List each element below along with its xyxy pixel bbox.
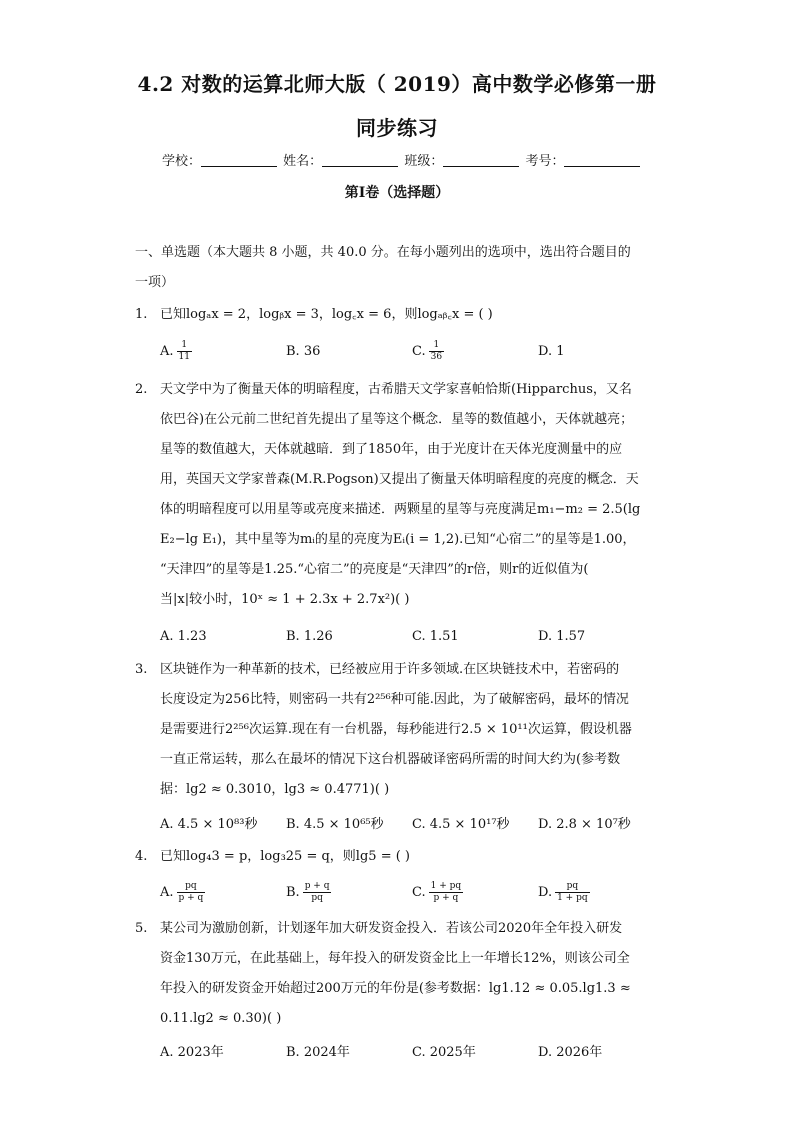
option-a[interactable]: A. 4.5 × 10⁸³秒 <box>160 817 258 832</box>
page-title: 4.2 对数的运算北师大版（ 2019）高中数学必修第一册 <box>137 72 657 96</box>
question-line: 某公司为激励创新，计划逐年加大研发资金投入．若该公司2020年全年投入研发 <box>160 921 623 936</box>
question-line: 用，英国天文学家普森(M.R.Pogson)又提出了衡量天体明暗程度的亮度的概念．天 <box>160 472 639 487</box>
question-line: E₂−lg E₁)，其中星等为mᵢ的星的亮度为Eᵢ(i = 1,2).已知“心宿二”的星等是1.00， <box>160 532 636 547</box>
question-1 <box>135 300 663 330</box>
question-line: 星等的数值越大，天体就越暗．到了1850年，由于光度计在天体光度测量中的应 <box>160 442 623 457</box>
question-line: 长度设定为256比特，则密码一共有2²⁵⁶种可能.因此，为了破解密码，最坏的情况 <box>160 692 629 707</box>
question-number: 2. <box>135 382 148 397</box>
page-subtitle: 同步练习 <box>356 116 438 140</box>
question-number: 5. <box>135 921 148 936</box>
option-c[interactable]: C. 2025年 <box>412 1045 476 1060</box>
name-label: 姓名： <box>283 154 323 169</box>
option-b[interactable]: B. 1.26 <box>286 629 333 644</box>
class-blank <box>443 154 519 167</box>
question-2-options <box>160 622 680 652</box>
question-text: 已知logₐx = 2，logᵦx = 3，log꜀x = 6，则logₐᵦ꜀x = ( ) <box>160 307 493 322</box>
question-text <box>160 655 663 805</box>
question-number: 1. <box>135 307 148 322</box>
question-line: 一直正常运转，那么在最坏的情况下这台机器破译密码所需的时间大约为(参考数 <box>160 752 621 767</box>
question-3-options <box>160 810 680 840</box>
option-b[interactable]: B. 2024年 <box>286 1045 350 1060</box>
option-d[interactable]: D. 2026年 <box>538 1045 603 1060</box>
fraction: $\frac{1 + pq}{p + q}$ <box>430 881 462 903</box>
question-5-options <box>160 1038 680 1068</box>
question-line: 资金130万元，在此基础上，每年投入的研发资金比上一年增长12%，则该公司全 <box>160 951 630 966</box>
option-a[interactable]: A. 2023年 <box>160 1045 224 1060</box>
name-blank <box>322 154 398 167</box>
option-d[interactable]: D. 1 <box>538 344 565 359</box>
question-line: 是需要进行2²⁵⁶次运算.现在有一台机器，每秒能进行2.5 × 10¹¹次运算，假设机器 <box>160 722 632 737</box>
question-line: 体的明暗程度可以用星等或亮度来描述．两颗星的星等与亮度满足m₁−m₂ = 2.5(lg <box>160 502 641 517</box>
option-c[interactable]: C. 4.5 × 10¹⁷秒 <box>412 817 510 832</box>
option-d[interactable]: D. 1.57 <box>538 629 586 644</box>
question-4-options <box>160 878 680 908</box>
option-b[interactable]: B. $\frac{p + q}{pq}$ <box>286 881 330 903</box>
question-line: “天津四”的星等是1.25.“心宿二”的亮度是“天津四”的r倍，则r的近似值为( <box>160 562 589 577</box>
question-number: 3. <box>135 662 148 677</box>
question-line: 区块链作为一种革新的技术，已经被应用于许多领域.在区块链技术中，若密码的 <box>160 662 620 677</box>
option-d[interactable]: D. $\frac{pq}{1 + pq}$ <box>538 881 588 903</box>
fraction: $\frac{pq}{p + q}$ <box>178 881 204 903</box>
option-c[interactable]: C. 1.51 <box>412 629 459 644</box>
question-line: 年投入的研发资金开始超过200万元的年份是(参考数据：lg1.12 ≈ 0.05.lg1.3 ≈ <box>160 981 631 996</box>
volume-heading: 第I卷（选择题） <box>344 185 450 201</box>
question-5 <box>135 914 663 1034</box>
question-text: 已知log₄3 = p，log₃25 = q，则lg5 = ( ) <box>160 849 410 864</box>
question-line: 依巴谷)在公元前二世纪首先提出了星等这个概念．星等的数值越小，天体就越亮； <box>160 412 634 427</box>
question-line: 天文学中为了衡量天体的明暗程度，古希腊天文学家喜帕恰斯(Hipparchus，又名 <box>160 382 632 397</box>
option-a[interactable]: A. $\frac{1}{11}$ <box>160 340 190 362</box>
fraction: $\frac{1}{36}$ <box>430 340 443 362</box>
option-b[interactable]: B. 36 <box>286 344 321 359</box>
section-heading <box>135 238 675 298</box>
option-a[interactable]: A. $\frac{pq}{p + q}$ <box>160 881 204 903</box>
question-2 <box>135 375 663 615</box>
question-line: 当|x|较小时，10ˣ ≈ 1 + 2.3x + 2.7x²)( ) <box>160 592 410 607</box>
question-4 <box>135 842 663 872</box>
option-c[interactable]: C. $\frac{1 + pq}{p + q}$ <box>412 881 462 903</box>
fraction: $\frac{p + q}{pq}$ <box>304 881 330 903</box>
section-heading-line: 一、单选题（本大题共 8 小题，共 40.0 分。在每小题列出的选项中，选出符合题目的 <box>135 245 631 260</box>
exam-number-label: 考号： <box>525 154 565 169</box>
school-blank <box>201 154 277 167</box>
school-label: 学校： <box>162 154 202 169</box>
question-line: 据：lg2 ≈ 0.3010，lg3 ≈ 0.4771)( ) <box>160 782 390 797</box>
fraction: $\frac{pq}{1 + pq}$ <box>557 881 588 903</box>
option-c[interactable]: C. $\frac{1}{36}$ <box>412 340 443 362</box>
option-b[interactable]: B. 4.5 × 10⁶⁵秒 <box>286 817 384 832</box>
question-number: 4. <box>135 849 148 864</box>
exam-number-blank <box>564 154 640 167</box>
fraction: $\frac{1}{11}$ <box>178 340 190 362</box>
question-1-options <box>160 337 680 367</box>
class-label: 班级： <box>404 154 444 169</box>
section-heading-line: 一项） <box>135 275 175 290</box>
question-text <box>160 375 663 615</box>
question-text <box>160 914 663 1034</box>
option-d[interactable]: D. 2.8 × 10⁷秒 <box>538 817 631 832</box>
question-3 <box>135 655 663 805</box>
question-line: 0.11.lg2 ≈ 0.30)( ) <box>160 1011 282 1026</box>
student-info-row <box>162 150 642 169</box>
option-a[interactable]: A. 1.23 <box>160 629 207 644</box>
